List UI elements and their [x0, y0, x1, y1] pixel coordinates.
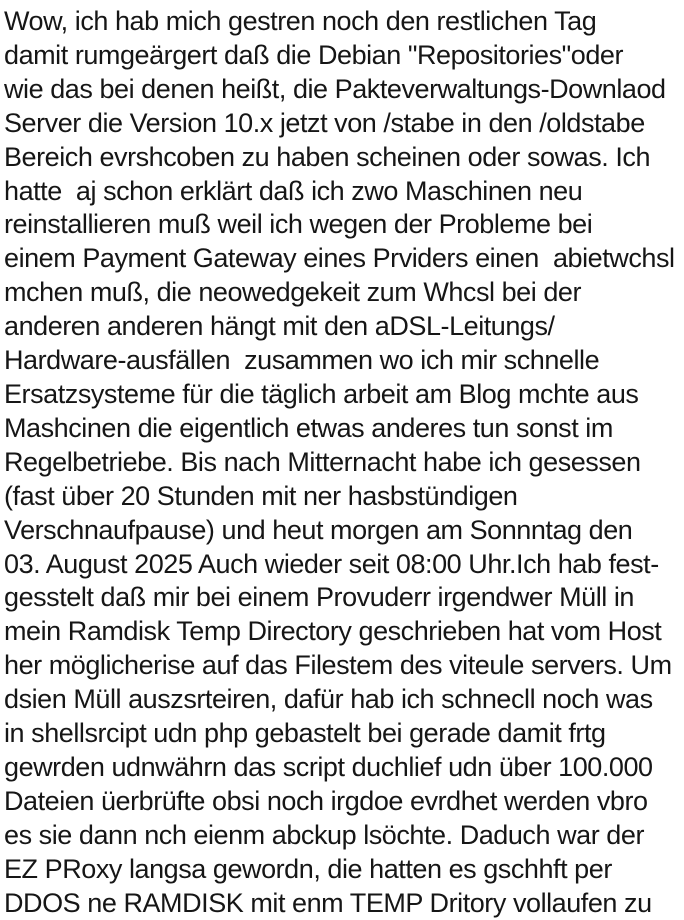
text-line: 03. August 2025 Auch wieder seit 08:00 Uhr.Ich hab fest- [4, 548, 659, 579]
text-line: gewrden udnwährn das script duchlief udn über 100.000 [4, 751, 653, 782]
text-line: mchen muß, die neowedgekeit zum Whcsl bei der [4, 277, 582, 308]
text-line: Verschnaufpause) und heut morgen am Sonnntag den [4, 514, 633, 545]
text-line: einem Payment Gateway eines Prviders einen abietwchsl [4, 243, 675, 274]
text-line: anderen anderen hängt mit den aDSL-Leitungs/ [4, 311, 555, 342]
text-line: Mashcinen die eigentlich etwas anderes tun sonst im [4, 412, 613, 443]
text-line: Hardware-ausfällen zusammen wo ich mir schnelle [4, 345, 600, 376]
text-line: reinstallieren muß weil ich wegen der Probleme bei [4, 209, 593, 240]
text-line: Bereich evrshcoben zu haben scheinen oder sowas. Ich [4, 141, 651, 172]
text-line: damit rumgeärgert daß die Debian "Repositories"oder [4, 39, 624, 70]
text-line: dsien Müll auszsrteiren, dafür hab ich schnecll noch was [4, 684, 653, 715]
text-line: Ersatzsysteme für die täglich arbeit am Blog mchte aus [4, 378, 639, 409]
text-line: EZ PRoxy langsa gewordn, die hatten es gschhft per [4, 853, 612, 884]
text-line: Wow, ich hab mich gestren noch den restlichen Tag [4, 6, 597, 36]
text-line: Dateien üerbrüfte obsi noch irgdoe evrdhet werden vbro [4, 785, 648, 816]
text-line: her möglicherise auf das Filestem des viteule servers. Um [4, 650, 672, 681]
text-line: es sie dann nch eienm abckup lsöchte. Daduch war der [4, 819, 644, 850]
text-line: in shellsrcipt udn php gebastelt bei gerade damit frtg [4, 718, 606, 749]
text-line: Server die Version 10.x jetzt von /stabe in den /oldstabe [4, 107, 645, 138]
text-line: wie das bei denen heißt, die Pakteverwaltungs-Downlaod [4, 73, 666, 104]
text-line: hatte aj schon erklärt daß ich zwo Maschinen neu [4, 175, 583, 206]
text-line: (fast über 20 Stunden mit ner hasbstündigen [4, 480, 518, 511]
text-line: mein Ramdisk Temp Directory geschrieben hat vom Host [4, 616, 662, 647]
text-line: gesstelt daß mir bei einem Provuderr irgendwer Müll in [4, 582, 634, 613]
text-line: DDOS ne RAMDISK mit enm TEMP Dritory vollaufen zu [4, 887, 652, 918]
text-line: Regelbetriebe. Bis nach Mitternacht habe ich gesessen [4, 446, 641, 477]
